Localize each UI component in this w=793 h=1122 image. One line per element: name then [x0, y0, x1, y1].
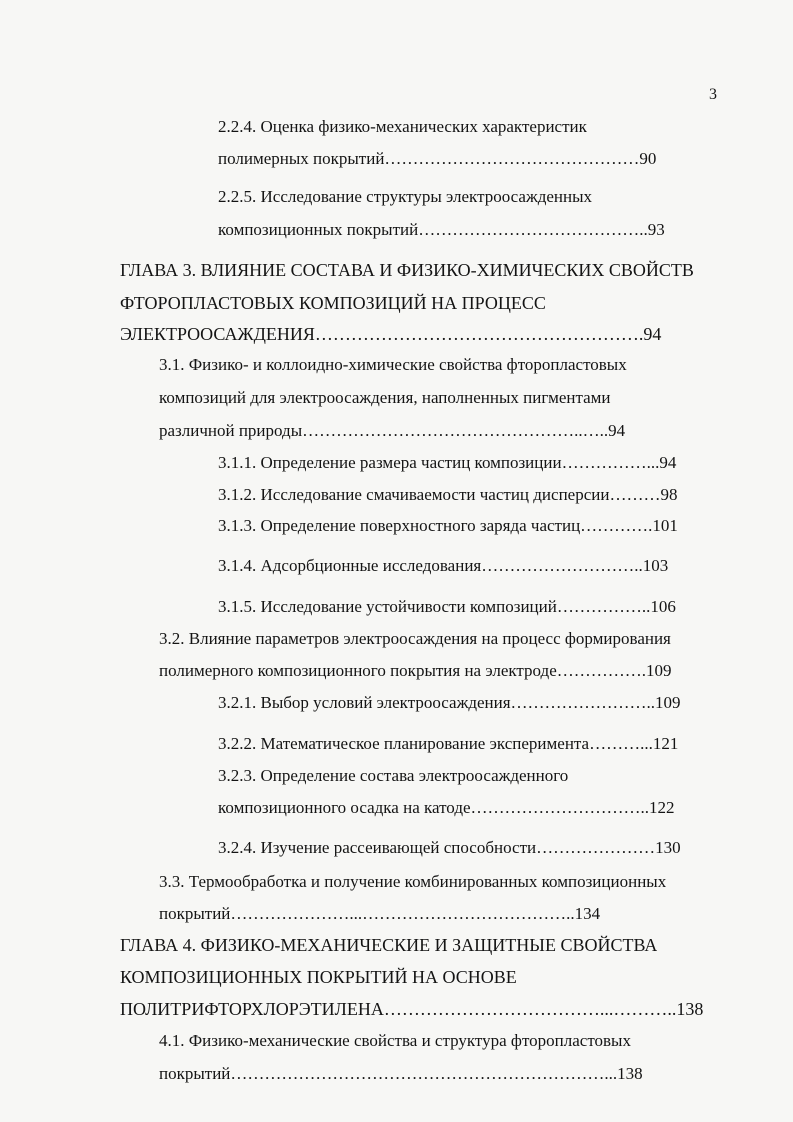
toc-chapter-line: ПОЛИТРИФТОРХЛОРЭТИЛЕНА………………………………...………..138: [120, 999, 704, 1019]
toc-line: различной природы…………………………………………..…..94: [159, 421, 626, 440]
toc-chapter-line: КОМПОЗИЦИОННЫХ ПОКРЫТИЙ НА ОСНОВЕ: [120, 967, 517, 987]
toc-line: 3.1.1. Определение размера частиц композиции……………...94: [218, 453, 677, 472]
toc-line: 3.1.3. Определение поверхностного заряда частиц………….101: [218, 516, 678, 535]
toc-line: 3.2.3. Определение состава электроосажденного: [218, 766, 569, 785]
toc-line: 3.3. Термообработка и получение комбинированных композиционных: [159, 872, 667, 891]
toc-line: полимерных покрытий………………………………………90: [218, 149, 657, 168]
toc-line: композиций для электроосаждения, наполненных пигментами: [159, 388, 611, 407]
toc-line: 2.2.5. Исследование структуры электроосажденных: [218, 187, 592, 206]
toc-line: 4.1. Физико-механические свойства и структура фторопластовых: [159, 1031, 631, 1050]
toc-line: 3.2.4. Изучение рассеивающей способности…………………130: [218, 838, 681, 857]
toc-chapter-line: ФТОРОПЛАСТОВЫХ КОМПОЗИЦИЙ НА ПРОЦЕСС: [120, 293, 546, 313]
toc-chapter-line: ГЛАВА 4. ФИЗИКО-МЕХАНИЧЕСКИЕ И ЗАЩИТНЫЕ СВОЙСТВА: [120, 935, 658, 955]
toc-line: композиционного осадка на катоде…………………………..122: [218, 798, 675, 817]
toc-line: покрытий…………………………………………………………...138: [159, 1064, 643, 1083]
toc-line: 3.2. Влияние параметров электроосаждения на процесс формирования: [159, 629, 671, 648]
toc-line: 3.1.5. Исследование устойчивости композиций……………..106: [218, 597, 676, 616]
toc-line: полимерного композиционного покрытия на электроде…………….109: [159, 661, 672, 680]
toc-line: 3.1. Физико- и коллоидно-химические свойства фторопластовых: [159, 355, 627, 374]
toc-line: 3.2.1. Выбор условий электроосаждения……………………..109: [218, 693, 681, 712]
toc-chapter-line: ЭЛЕКТРООСАЖДЕНИЯ……………………………………………….94: [120, 324, 662, 344]
toc-line: 3.1.4. Адсорбционные исследования………………………..103: [218, 556, 669, 575]
toc-line: покрытий…………………...………………………………..134: [159, 904, 601, 923]
toc-chapter-line: ГЛАВА 3. ВЛИЯНИЕ СОСТАВА И ФИЗИКО-ХИМИЧЕСКИХ СВОЙСТВ: [120, 260, 694, 280]
toc-line: 3.1.2. Исследование смачиваемости частиц дисперсии………98: [218, 485, 678, 504]
page-number: 3: [709, 86, 717, 103]
toc-line: 2.2.4. Оценка физико-механических характеристик: [218, 117, 587, 136]
toc-line: 3.2.2. Математическое планирование эксперимента………...121: [218, 734, 679, 753]
toc-line: композиционных покрытий…………………………………..93: [218, 220, 665, 239]
